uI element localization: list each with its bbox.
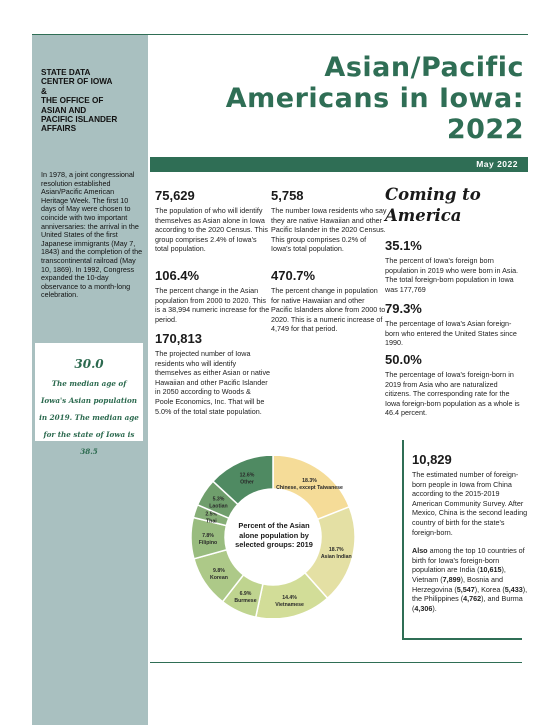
- median-age-text: The median age of Iowa's Asian population in 2019. The median age for the state of Iowa is 38.5: [39, 379, 139, 456]
- slice-value-label: 18.3%: [302, 478, 317, 485]
- callout-number: 10,829: [412, 452, 452, 467]
- callout-top-countries: Also among the top 10 countries of birth for Iowa's foreign-born population are India (10,615), Vietnam (7,899), Bosnia and Herzegovina (5,547), Korea (5,433), the Philippines (4,762), and Burma (4,306).: [412, 546, 528, 613]
- slice-category-label: Laotian: [209, 503, 228, 510]
- median-age-value: 30.0: [74, 357, 104, 371]
- stat-naturalized: [385, 352, 525, 418]
- stat-number: 170,813: [155, 331, 202, 346]
- slice-value-label: 14.4%: [282, 594, 297, 601]
- slice-category-label: Asian Indian: [320, 554, 352, 561]
- stat-projection-2050: [155, 331, 271, 416]
- stat-number: 75,629: [155, 188, 195, 203]
- stat-entered-since-1990: [385, 301, 525, 348]
- stat-number: 5,758: [271, 188, 304, 203]
- stat-description: The percent change in population for native Hawaiian and other Pacific Islanders alone from 2000 to 2020. This is a numeric increase of 4,749 for that period.: [271, 286, 386, 334]
- stat-description: The population of who will identify themselves as Asian alone in Iowa according to the 2020 Census. This group comprises 2.4% of Iowa's total population.: [155, 206, 268, 254]
- stat-born-in-asia: [385, 238, 525, 294]
- stat-nhpi-change: [271, 268, 387, 334]
- stat-description: The projected number of Iowa residents who will identify themselves as either Asian or native Hawaiian and other Pacific Islander in 2050 according to Woods & Poole Economics, Inc. That will be 5.0% of the total state population.: [155, 349, 271, 416]
- slice-value-label: 5.3%: [212, 496, 225, 503]
- stat-description: The percent of Iowa's foreign born population in 2019 who were born in Asia. The total foreign-born population in Iowa was 177,769: [385, 256, 519, 294]
- slice-category-label: Thai: [205, 518, 217, 525]
- median-age-box: [35, 343, 143, 456]
- stat-description: The number Iowa residents who say they are native Hawaiian and other Pacific Islander in the 2020 Census. This group comprises 0.2% of Iowa's total population.: [271, 206, 387, 254]
- stat-description: The percentage of Iowa's Asian foreign-born who entered the United States since 1990.: [385, 319, 517, 348]
- chart-title: Percent of the Asian alone population by selected groups: 2019: [235, 521, 313, 549]
- stat-description: The percentage of Iowa's foreign-born in 2019 from Asia who are naturalized citizens. The corresponding rate for the Iowa foreign-born population as a whole is 46.4 percent.: [385, 370, 520, 418]
- coming-to-america-heading: Coming to America: [385, 185, 481, 225]
- slice-value-label: 12.6%: [239, 472, 255, 479]
- top-rule: [32, 34, 528, 35]
- bottom-rule: [150, 662, 522, 663]
- stat-nhpi-population: [271, 188, 387, 254]
- slice-category-label: Other: [240, 479, 254, 486]
- slice-value-label: 9.8%: [213, 568, 225, 575]
- date-banner: May 2022: [150, 157, 528, 172]
- stat-description: The percent change in the Asian population from 2000 to 2020. This is a 38,994 numeric increase for the period.: [155, 286, 270, 324]
- china-callout: [412, 452, 528, 613]
- organization-name: STATE DATA CENTER OF IOWA & THE OFFICE OF ASIAN AND PACIFIC ISLANDER AFFAIRS: [41, 68, 118, 134]
- stat-asian-population: [155, 188, 271, 254]
- stat-number: 470.7%: [271, 268, 316, 283]
- slice-value-label: 2.5%: [205, 511, 218, 518]
- slice-category-label: Korean: [210, 575, 228, 582]
- slice-category-label: Chinese, except Taiwanese: [276, 485, 343, 492]
- slice-category-label: Burmese: [234, 597, 257, 604]
- page-title: Asian/Pacific Americans in Iowa: 2022: [225, 52, 524, 145]
- stat-number: 106.4%: [155, 268, 200, 283]
- slice-value-label: 6.9%: [239, 590, 252, 597]
- slice-category-label: Filipino: [198, 539, 218, 546]
- slice-value-label: 7.8%: [202, 532, 214, 539]
- stat-number: 79.3%: [385, 301, 422, 316]
- stat-number: 35.1%: [385, 238, 422, 253]
- slice-category-label: Vietnamese: [275, 601, 304, 608]
- intro-paragraph: In 1978, a joint congressional resolution established Asian/Pacific American Heritage Week. The first 10 days of May were chosen to coincide with two important anniversaries: the arrival in the United States of the first Japanese immigrants (May 7, 1843) and the completion of the transcontinental railroad (May 10, 1869). In 1992, Congress expanded the 10-day observance to a month-long celebration.: [41, 170, 143, 300]
- callout-description: The estimated number of foreign-born people in Iowa from China according to the 2015-2019 American Community Survey. After Mexico, China is the second leading country of birth for the state's foreign-born.: [412, 470, 528, 537]
- stat-asian-change: [155, 268, 271, 324]
- stat-number: 50.0%: [385, 352, 422, 367]
- slice-value-label: 18.7%: [328, 547, 344, 554]
